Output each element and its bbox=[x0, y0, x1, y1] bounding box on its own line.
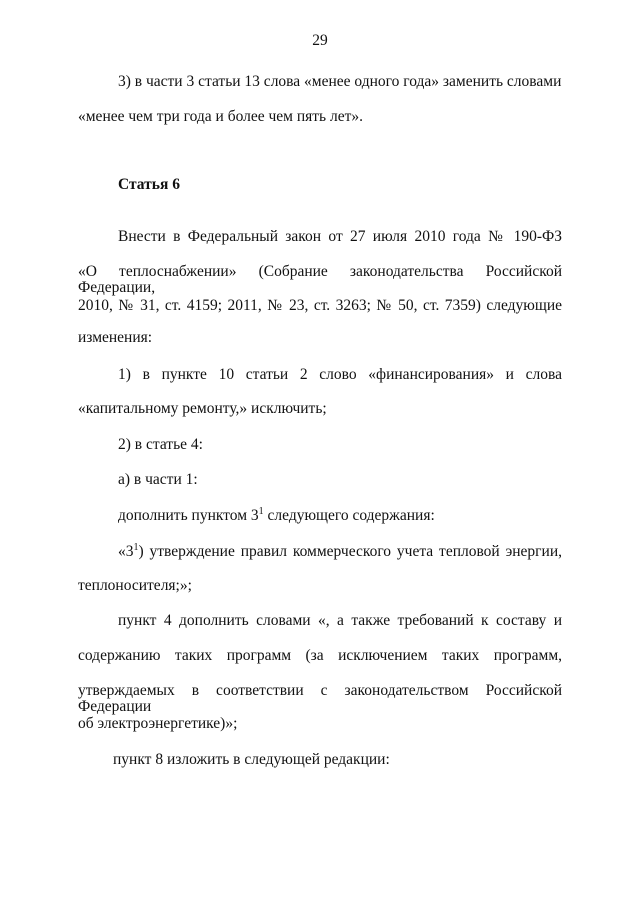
quote31-superscript: 1 bbox=[133, 542, 139, 553]
item2: 2) в статье 4: bbox=[118, 436, 203, 453]
supplement-superscript: 1 bbox=[258, 506, 264, 517]
point4-line3: утверждаемых в соответствии с законодательством Российской Федерации bbox=[78, 682, 562, 715]
point4-line4: об электроэнергетике)»; bbox=[78, 715, 238, 732]
quote31-line2: теплоносителя;»; bbox=[78, 577, 192, 594]
point4-line1: пункт 4 дополнить словами «, а также требований к составу и bbox=[118, 612, 562, 629]
article-heading: Статья 6 bbox=[118, 176, 180, 193]
item1-line1: 1) в пункте 10 статьи 2 слово «финансирования» и слова bbox=[118, 366, 562, 383]
point8: пункт 8 изложить в следующей редакции: bbox=[113, 751, 390, 768]
point4-line2: содержанию таких программ (за исключением таких программ, bbox=[78, 647, 562, 664]
item3-line1: 3) в части 3 статьи 13 слова «менее одного года» заменить словами bbox=[118, 73, 562, 90]
page-number: 29 bbox=[312, 32, 328, 49]
supplement-text-after: следующего содержания: bbox=[263, 507, 435, 524]
intro-line1: Внести в Федеральный закон от 27 июля 2010 года № 190-ФЗ bbox=[118, 228, 562, 245]
item3-line2: «менее чем три года и более чем пять лет». bbox=[78, 108, 364, 125]
supplement-text-before: дополнить пунктом 3 bbox=[118, 507, 259, 524]
intro-line2: «О теплоснабжении» (Собрание законодательства Российской Федерации, bbox=[78, 263, 562, 296]
sub-item-a: а) в части 1: bbox=[118, 471, 198, 488]
quote31-line1 bbox=[118, 544, 562, 560]
intro-line3: 2010, № 31, ст. 4159; 2011, № 23, ст. 3263; № 50, ст. 7359) следующие bbox=[78, 297, 562, 314]
item1-line2: «капитальному ремонту,» исключить; bbox=[78, 400, 327, 417]
quote31-rest: ) утверждение правил коммерческого учета тепловой энергии, bbox=[138, 543, 562, 560]
intro-line4: изменения: bbox=[78, 329, 153, 346]
supplement-line bbox=[118, 508, 435, 524]
quote31-open: «3 bbox=[118, 543, 134, 560]
